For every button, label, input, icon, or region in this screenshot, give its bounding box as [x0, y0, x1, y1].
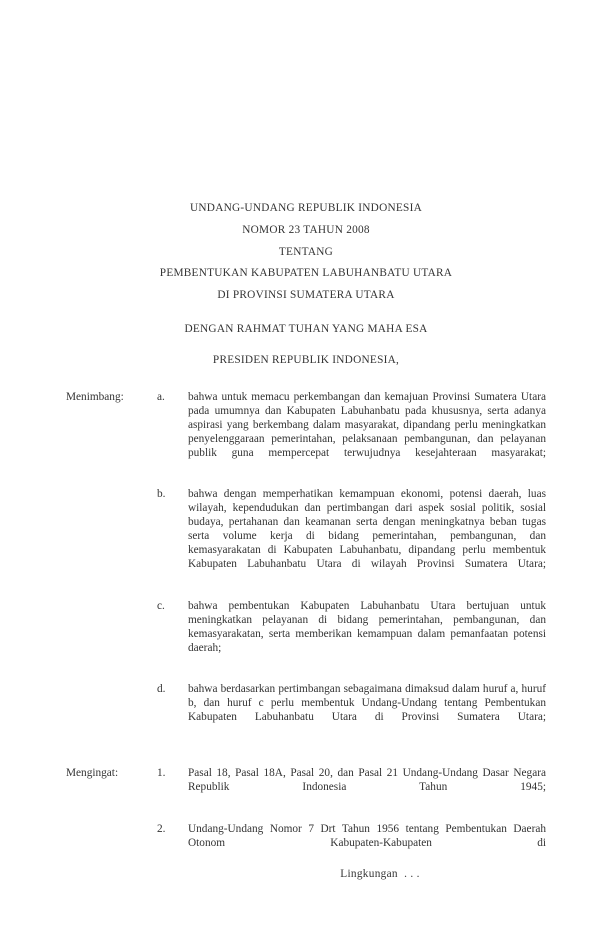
- title-line-number: NOMOR 23 TAHUN 2008: [242, 223, 370, 236]
- title-line-about: TENTANG: [278, 245, 334, 258]
- consideration-item-d: [66, 683, 546, 739]
- document-title-block: [0, 198, 612, 307]
- consideration-marker-b: b.: [157, 488, 166, 501]
- consideration-text-c: bahwa pembentukan Kabupaten Labuhanbatu Utara bertujuan untuk meningkatkan pelayanan di bidang pemerintahan, pembangunan, dan kemasyarakatan, serta memberikan kemampuan dalam pemanfaatan potensi daerah;: [188, 599, 546, 654]
- consideration-marker-c: c.: [157, 599, 165, 612]
- footer-catchword: [0, 864, 612, 882]
- consideration-text-a: bahwa untuk memacu perkembangan dan kemajuan Provinsi Sumatera Utara pada umumnya dan Kabupaten Labuhanbatu pada khususnya, serta adanya aspirasi yang berkembang dalam masyarakat, dipandang perlu meningkatkan penyelenggaraan pemerintahan, pelaksanaan pembangunan, dan pelayanan publik guna mempercepat terwujudnya kesejahteraan masyarakat;: [188, 391, 546, 459]
- consideration-text-d: bahwa berdasarkan pertimbangan sebagaimana dimaksud dalam huruf a, huruf b, dan huruf c perlu membentuk Undang-Undang tentang Pembentukan Kabupaten Labuhanbatu Utara di Provinsi Sumatera Utara;: [188, 683, 546, 724]
- blessing-line: DENGAN RAHMAT TUHAN YANG MAHA ESA: [184, 323, 428, 335]
- title-line-province: DI PROVINSI SUMATERA UTARA: [217, 289, 395, 302]
- consideration-text-b: bahwa dengan memperhatikan kemampuan ekonomi, potensi daerah, luas wilayah, kependudukan dan pertimbangan dari aspek sosial politik, sosial budaya, pertahanan dan keamanan serta dengan meningkatnya beban tugas serta volume kerja di bidang pemerintahan, pembangunan, dan kemasyarakatan di Kabupaten Labuhanbatu, dipandang perlu membentuk Kabupaten Labuhanbatu Utara di wilayah Provinsi Sumatera Utara;: [188, 488, 546, 570]
- consideration-item-b: [66, 488, 546, 585]
- consideration-marker-a: a.: [157, 391, 165, 403]
- footer-catchword-text: Lingkungan . . .: [340, 868, 420, 880]
- legal-basis-item-1: [66, 767, 546, 809]
- enactment-block: [0, 322, 612, 367]
- legal-basis-label: Mengingat:: [66, 766, 119, 779]
- legal-basis-marker-1: 1.: [157, 766, 166, 779]
- consideration-item-c: [66, 600, 546, 670]
- legal-basis-text-2: Undang-Undang Nomor 7 Drt Tahun 1956 tentang Pembentukan Daerah Otonom Kabupaten-Kabupaten di: [188, 822, 546, 849]
- authority-line: PRESIDEN REPUBLIK INDONESIA,: [212, 354, 400, 366]
- legal-basis-text-1: Pasal 18, Pasal 18A, Pasal 20, dan Pasal 21 Undang-Undang Dasar Negara Republik Indonesia Tahun 1945;: [188, 766, 546, 793]
- title-line-law-type: UNDANG-UNDANG REPUBLIK INDONESIA: [189, 202, 423, 214]
- title-line-subject: PEMBENTUKAN KABUPATEN LABUHANBATU UTARA: [159, 267, 453, 280]
- section-gap: [66, 753, 546, 767]
- document-body: [66, 391, 546, 864]
- consideration-marker-d: d.: [157, 683, 166, 696]
- considerations-label: Menimbang:: [66, 391, 124, 403]
- consideration-item-a: [66, 391, 546, 474]
- legal-basis-marker-2: 2.: [157, 822, 166, 835]
- legal-basis-item-2: [66, 823, 546, 865]
